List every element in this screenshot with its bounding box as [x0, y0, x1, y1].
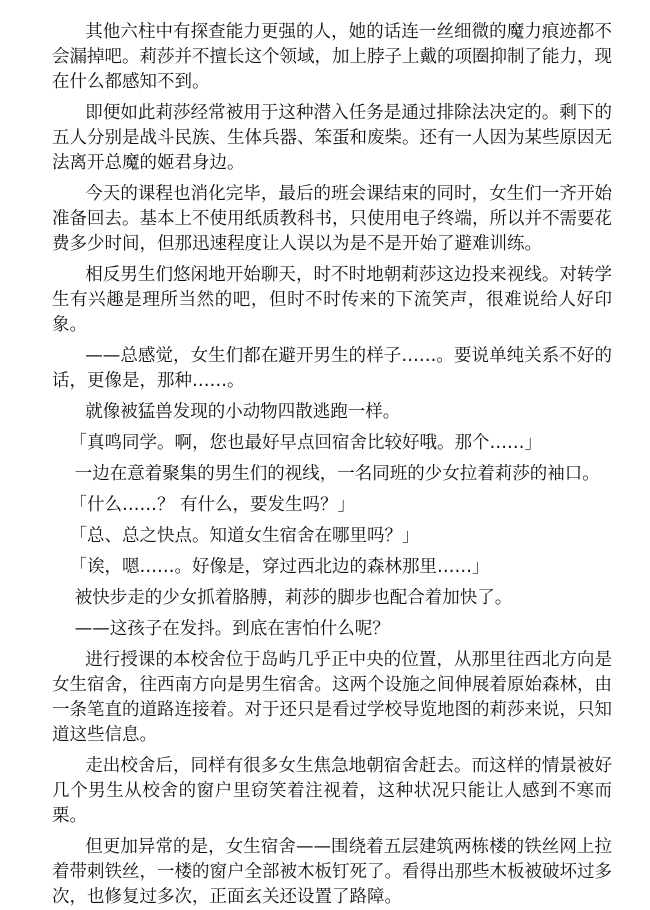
- paragraph: 被快步走的少女抓着胳膊，莉莎的脚步也配合着加快了。: [74, 588, 513, 608]
- paragraph: 一边在意着聚集的男生们的视线，一名同班的少女拉着莉莎的袖口。: [74, 464, 600, 484]
- paragraph: 其他六柱中有探查能力更强的人，她的话连一丝细微的魔力痕迹都不会漏掉吧。莉莎并不擅长这个领域，加上脖子上戴的项圈抑制了能力，现在什么都感知不到。: [52, 22, 612, 92]
- paragraph: 走出校舍后，同样有很多女生焦急地朝宿舍赶去。而这样的情景被好几个男生从校舍的窗户里窃笑着注视着，这种状况只能让人感到不寒而栗。: [52, 756, 612, 826]
- paragraph: 就像被猛兽发现的小动物四散逃跑一样。: [85, 402, 401, 422]
- dialogue-line: 「总、总之快点。知道女生宿舍在哪里吗？」: [69, 526, 420, 546]
- paragraph: 即便如此莉莎经常被用于这种潜入任务是通过排除法决定的。剩下的五人分别是战斗民族、生体兵器、笨蛋和废柴。还有一人因为某些原因无法离开总魔的姬君身边。: [52, 103, 612, 173]
- paragraph: 今天的课程也消化完毕，最后的班会课结束的同时，女生们一齐开始准备回去。基本上不使用纸质教科书，只使用电子终端，所以并不需要花费多少时间，但那迅速程度让人误以为是不是开始了避难训练。: [52, 184, 612, 254]
- paragraph: 相反男生们悠闲地开始聊天，时不时地朝莉莎这边投来视线。对转学生有兴趣是理所当然的吧，但时不时传来的下流笑声，很难说给人好印象。: [52, 265, 612, 335]
- dialogue-line: 「什么……？ 有什么，要发生吗？」: [69, 495, 356, 515]
- paragraph: 进行授课的本校舍位于岛屿几乎正中央的位置，从那里往西北方向是女生宿舍，往西南方向是男生宿舍。这两个设施之间伸展着原始森林，由一条笔直的道路连接着。对于还只是看过学校导览地图的莉莎来说，只知道这些信息。: [52, 650, 612, 745]
- paragraph: 但更加异常的是，女生宿舍——围绕着五层建筑两栋楼的铁丝网上拉着带刺铁丝，一楼的窗户全部被木板钉死了。看得出那些木板被破坏过多次，也修复过多次，正面玄关还设置了路障。: [52, 837, 612, 907]
- paragraph: ——总感觉，女生们都在避开男生的样子……。要说单纯关系不好的话，更像是，那种……。: [52, 346, 612, 391]
- dialogue-line: 「诶，嗯……。好像是，穿过西北边的森林那里……」: [69, 557, 490, 577]
- dialogue-line: 「真鸣同学。啊，您也最好早点回宿舍比较好哦。那个……」: [69, 433, 542, 453]
- paragraph: ——这孩子在发抖。到底在害怕什么呢？: [74, 619, 390, 639]
